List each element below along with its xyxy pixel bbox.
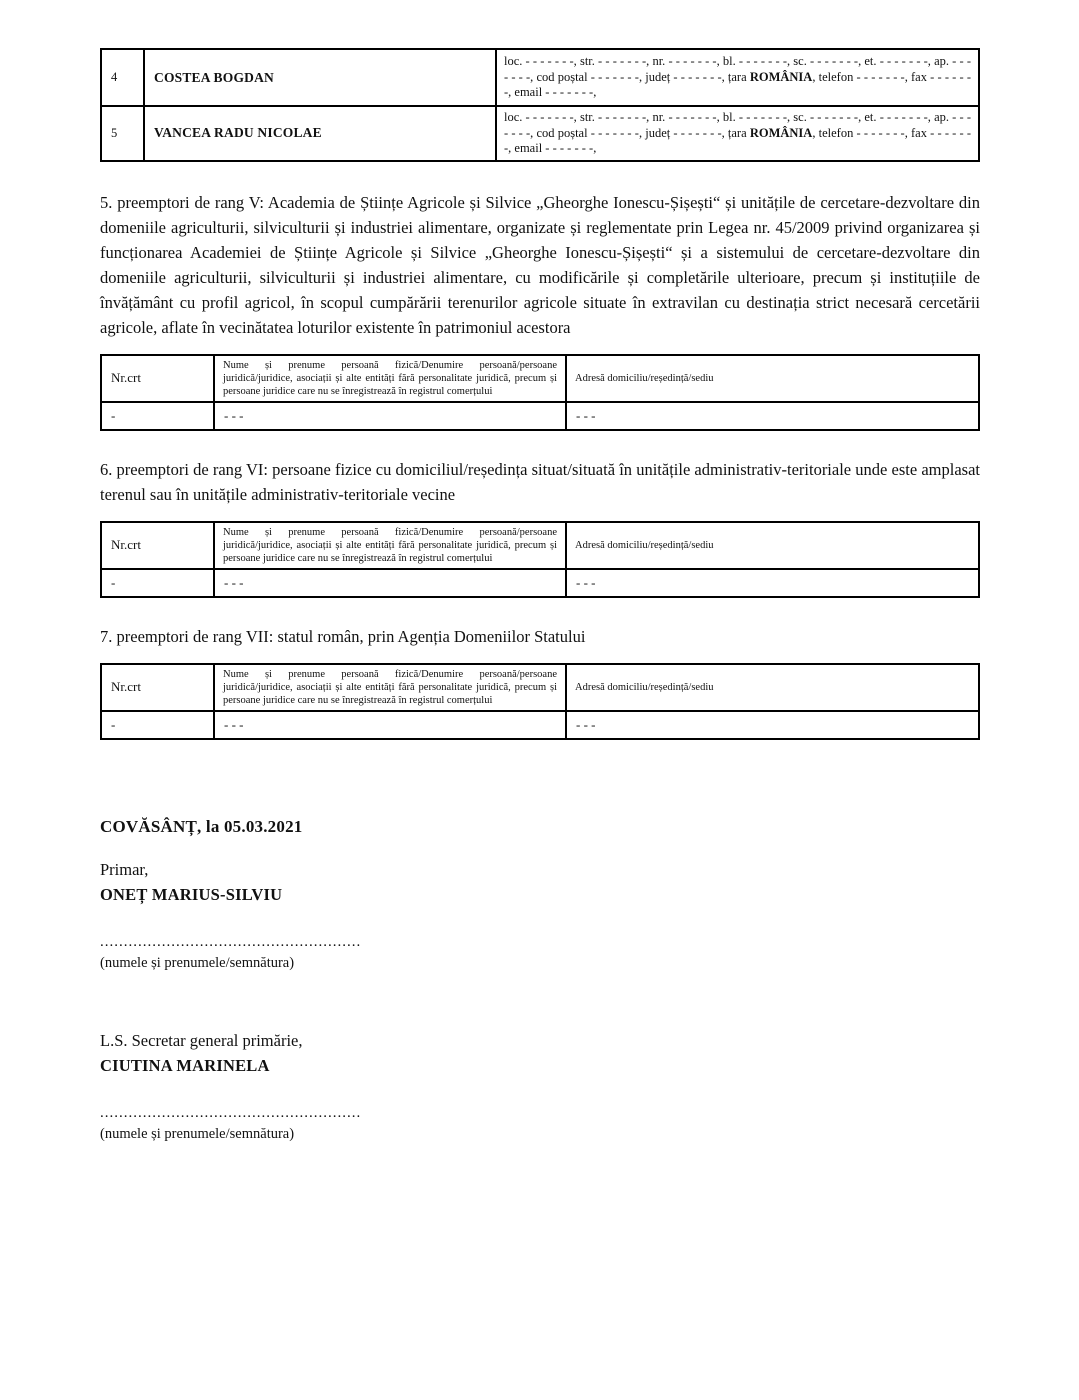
preemptor-address-cell xyxy=(496,106,979,161)
preemptor-name-cell: VANCEA RADU NICOLAE xyxy=(144,106,496,161)
empty-nr-cell: - xyxy=(101,569,214,597)
signature-block-secretar xyxy=(100,1028,980,1144)
col-header-name: Nume și prenume persoană fizică/Denumire persoană/persoane juridică/juridice, asociații și alte entități fără personalitate juridică, precum și persoane juridice care nu se înregistrează în registrul comerțului xyxy=(214,355,566,402)
empty-nr-cell: - xyxy=(101,402,214,430)
section-rank-6 xyxy=(100,457,980,598)
empty-name-cell: - - - xyxy=(214,711,566,739)
section-7-intro: 7. preemptori de rang VII: statul român, prin Agenția Domeniilor Statului xyxy=(100,626,586,646)
preemptor-address-cell xyxy=(496,49,979,106)
section-rank-5 xyxy=(100,190,980,431)
table-header-row xyxy=(101,522,979,569)
col-header-name: Nume și prenume persoană fizică/Denumire persoană/persoane juridică/juridice, asociații și alte entități fără personalitate juridică, precum și persoane juridice care nu se înregistrează în registrul comerțului xyxy=(214,664,566,711)
address-text: loc. - - - - - - -, str. - - - - - - -, nr. - - - - - - -, bl. - - - - - - -, sc. - - - - - - -, et. - - - - - - -, ap. - - - - - - -, cod poștal - - - - - - -, județ - - - - - - -, țara xyxy=(504,54,971,84)
place-and-date: COVĂSÂNȚ, la 05.03.2021 xyxy=(100,816,303,836)
table-header-row xyxy=(101,355,979,402)
empty-nr-cell: - xyxy=(101,711,214,739)
address-country: ROMÂNIA xyxy=(749,69,813,84)
empty-address-cell: - - - xyxy=(566,569,979,597)
address-text: , telefon - - - - - - -, fax - - - - - - -, email - - - - - - -, xyxy=(504,69,972,100)
signature-dotted-line: ....................................................... xyxy=(100,1104,362,1121)
address-text: , telefon - - - - - - -, fax - - - - - - -, email - - - - - - -, xyxy=(504,125,972,155)
col-header-nr-crt: Nr.crt xyxy=(101,664,214,711)
preemptor-rank-6-table xyxy=(100,521,980,598)
signature-caption: (numele și prenumele/semnătura) xyxy=(100,954,295,971)
row-number-cell: 4 xyxy=(101,49,144,106)
signature-role: Primar, xyxy=(100,859,149,879)
preemptor-rank-7-table xyxy=(100,663,980,740)
table-header-row xyxy=(101,664,979,711)
preemptor-name-cell: COSTEA BOGDAN xyxy=(144,49,496,106)
col-header-address: Adresă domiciliu/reședință/sediu xyxy=(566,355,979,402)
col-header-address: Adresă domiciliu/reședință/sediu xyxy=(566,522,979,569)
signature-name: CIUTINA MARINELA xyxy=(100,1055,270,1075)
empty-name-cell: - - - xyxy=(214,569,566,597)
table-row xyxy=(101,402,979,430)
address-country: ROMÂNIA xyxy=(749,125,813,140)
empty-name-cell: - - - xyxy=(214,402,566,430)
preemptor-list-continuation-table xyxy=(100,48,980,162)
table-row xyxy=(101,569,979,597)
empty-address-cell: - - - xyxy=(566,711,979,739)
signature-name: ONEȚ MARIUS-SILVIU xyxy=(100,884,283,904)
section-5-intro: 5. preemptori de rang V: Academia de Științe Agricole și Silvice „Gheorghe Ionescu-Șișești“ și unitățile de cercetare-dezvoltare din domeniile agriculturii, silviculturii și industriei alimentare, organizate și reglementate prin Legea nr. 45/2009 privind organizarea și funcționarea Academiei de Științe Agricole și Silvice „Gheorghe Ionescu-Șișești“ și a sistemului de cercetare-dezvoltare din domeniile agriculturii, silviculturii și industriei alimentare, cu modificările și completările ulterioare, precum și instituțiile de învățământ cu profil agricol, în scopul cumpărării terenurilor agricole situate în extravilan cu destinația strict necesară cercetării agricole, aflate în vecinătatea loturilor existente în patrimoniul acestora xyxy=(100,192,980,337)
section-rank-7 xyxy=(100,624,980,740)
table-row xyxy=(101,106,979,161)
signature-caption: (numele și prenumele/semnătura) xyxy=(100,1125,295,1142)
address-text: loc. - - - - - - -, str. - - - - - - -, nr. - - - - - - -, bl. - - - - - - -, sc. - - - - - - -, et. - - - - - - -, ap. - - - - - - -, cod poștal - - - - - - -, județ - - - - - - -, țara xyxy=(504,110,971,140)
col-header-nr-crt: Nr.crt xyxy=(101,522,214,569)
empty-address-cell: - - - xyxy=(566,402,979,430)
closing-section xyxy=(100,817,980,1144)
row-number-cell: 5 xyxy=(101,106,144,161)
signature-block-primar xyxy=(100,857,980,973)
table-row xyxy=(101,711,979,739)
col-header-nr-crt: Nr.crt xyxy=(101,355,214,402)
signature-role: L.S. Secretar general primărie, xyxy=(100,1030,303,1050)
preemptor-rank-5-table xyxy=(100,354,980,431)
signature-dotted-line: ....................................................... xyxy=(100,933,362,950)
col-header-name: Nume și prenume persoană fizică/Denumire persoană/persoane juridică/juridice, asociații și alte entități fără personalitate juridică, precum și persoane juridice care nu se înregistrează în registrul comerțului xyxy=(214,522,566,569)
table-row xyxy=(101,49,979,106)
col-header-address: Adresă domiciliu/reședință/sediu xyxy=(566,664,979,711)
section-6-intro: 6. preemptori de rang VI: persoane fizice cu domiciliul/reședința situat/situată în unitățile administrativ-teritoriale unde este amplasat terenul sau în unitățile administrativ-teritoriale vecine xyxy=(100,459,980,504)
